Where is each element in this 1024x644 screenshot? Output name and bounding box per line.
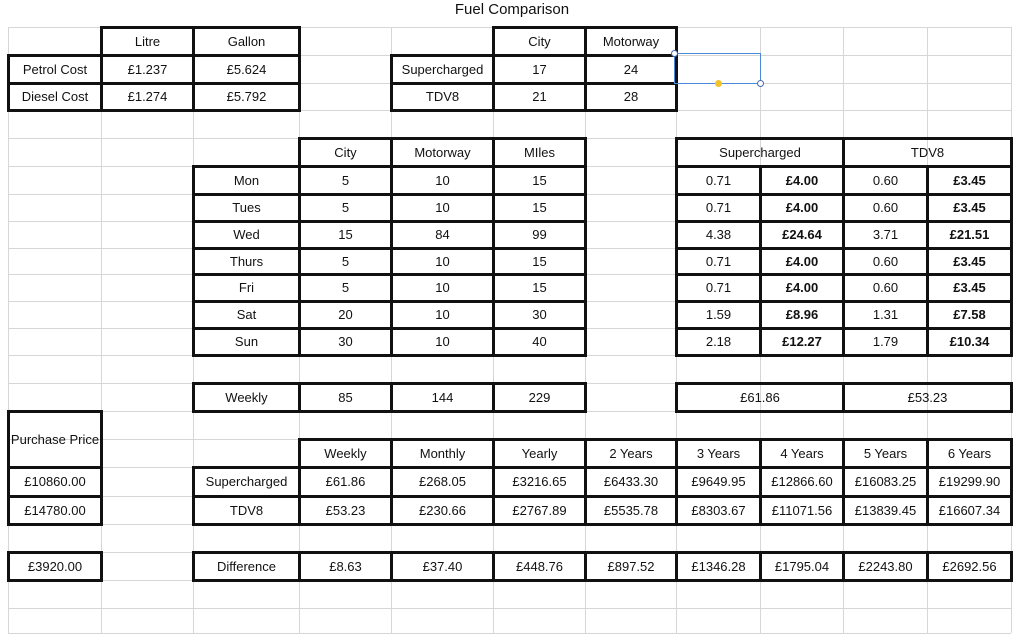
header-period[interactable]: 6 Years xyxy=(926,438,1013,469)
projection-value-cell[interactable]: £2243.80 xyxy=(842,551,929,582)
supercharged-cost-cell[interactable]: £24.64 xyxy=(759,220,845,250)
supercharged-gallons-cell[interactable]: 0.71 xyxy=(675,193,762,223)
total-miles-cell[interactable]: 15 xyxy=(492,193,587,223)
day-label-cell[interactable]: Sun xyxy=(192,327,301,357)
header-litre[interactable]: Litre xyxy=(100,26,195,57)
tdv8-cost-cell[interactable]: £7.58 xyxy=(926,300,1013,330)
motorway-miles-cell[interactable]: 10 xyxy=(390,273,495,303)
total-miles-cell[interactable]: 99 xyxy=(492,220,587,250)
motorway-miles-cell[interactable]: 10 xyxy=(390,193,495,223)
tdv8-gallons-cell[interactable]: 0.60 xyxy=(842,165,929,196)
vehicle-label-cell[interactable]: Supercharged xyxy=(390,54,495,85)
tdv8-cost-cell[interactable]: £3.45 xyxy=(926,193,1013,223)
mpg-city-cell[interactable]: 17 xyxy=(492,54,587,85)
header-period[interactable]: 2 Years xyxy=(584,438,678,469)
purchase-price-header[interactable]: Purchase Price xyxy=(7,410,103,469)
supercharged-gallons-cell[interactable]: 0.71 xyxy=(675,273,762,303)
city-miles-cell[interactable]: 20 xyxy=(298,300,393,330)
city-miles-cell[interactable]: 5 xyxy=(298,247,393,276)
purchase-price-difference[interactable]: £3920.00 xyxy=(7,551,103,582)
header-motorway[interactable]: Motorway xyxy=(390,137,495,168)
day-label-cell[interactable]: Thurs xyxy=(192,247,301,276)
supercharged-cost-cell[interactable]: £4.00 xyxy=(759,165,845,196)
header-miles[interactable]: MIles xyxy=(492,137,587,168)
weekly-miles-cell[interactable]: 229 xyxy=(492,382,587,413)
supercharged-gallons-cell[interactable]: 0.71 xyxy=(675,165,762,196)
projection-value-cell[interactable]: £8303.67 xyxy=(675,495,762,526)
autofill-handle[interactable] xyxy=(715,80,722,87)
tdv8-gallons-cell[interactable]: 0.60 xyxy=(842,273,929,303)
mpg-motorway-cell[interactable]: 28 xyxy=(584,82,678,112)
day-label-cell[interactable]: Fri xyxy=(192,273,301,303)
total-miles-cell[interactable]: 15 xyxy=(492,247,587,276)
projection-label-cell[interactable]: Difference xyxy=(192,551,301,582)
city-miles-cell[interactable]: 5 xyxy=(298,273,393,303)
supercharged-gallons-cell[interactable]: 1.59 xyxy=(675,300,762,330)
grid-line-horizontal xyxy=(8,633,1011,634)
total-miles-cell[interactable]: 30 xyxy=(492,300,587,330)
projection-value-cell[interactable]: £5535.78 xyxy=(584,495,678,526)
selection-handle-bottom-right[interactable] xyxy=(757,80,764,87)
fuel-label-cell[interactable]: Petrol Cost xyxy=(7,54,103,85)
tdv8-gallons-cell[interactable]: 1.31 xyxy=(842,300,929,330)
total-miles-cell[interactable]: 15 xyxy=(492,165,587,196)
supercharged-gallons-cell[interactable]: 2.18 xyxy=(675,327,762,357)
city-miles-cell[interactable]: 5 xyxy=(298,193,393,223)
header-gallon[interactable]: Gallon xyxy=(192,26,301,57)
selection-handle-top-left[interactable] xyxy=(671,50,678,57)
price-per-litre-cell[interactable]: £1.237 xyxy=(100,54,195,85)
weekly-supercharged-cost-cell[interactable]: £61.86 xyxy=(675,382,845,413)
tdv8-cost-cell[interactable]: £21.51 xyxy=(926,220,1013,250)
projection-value-cell[interactable]: £268.05 xyxy=(390,466,495,498)
day-label-cell[interactable]: Wed xyxy=(192,220,301,250)
header-city[interactable]: City xyxy=(298,137,393,168)
mpg-motorway-cell[interactable]: 24 xyxy=(584,54,678,85)
supercharged-cost-cell[interactable]: £4.00 xyxy=(759,247,845,276)
motorway-miles-cell[interactable]: 10 xyxy=(390,300,495,330)
weekly-city-cell[interactable]: 85 xyxy=(298,382,393,413)
header-mpg-city[interactable]: City xyxy=(492,26,587,57)
motorway-miles-cell[interactable]: 10 xyxy=(390,247,495,276)
header-mpg-motorway[interactable]: Motorway xyxy=(584,26,678,57)
supercharged-cost-cell[interactable]: £4.00 xyxy=(759,193,845,223)
supercharged-cost-cell[interactable]: £8.96 xyxy=(759,300,845,330)
supercharged-cost-cell[interactable]: £12.27 xyxy=(759,327,845,357)
city-miles-cell[interactable]: 30 xyxy=(298,327,393,357)
projection-value-cell[interactable]: £448.76 xyxy=(492,551,587,582)
tdv8-gallons-cell[interactable]: 0.60 xyxy=(842,193,929,223)
weekly-motorway-cell[interactable]: 144 xyxy=(390,382,495,413)
projection-value-cell[interactable]: £19299.90 xyxy=(926,466,1013,498)
motorway-miles-cell[interactable]: 84 xyxy=(390,220,495,250)
day-label-cell[interactable]: Sat xyxy=(192,300,301,330)
total-miles-cell[interactable]: 40 xyxy=(492,327,587,357)
header-period[interactable]: Yearly xyxy=(492,438,587,469)
tdv8-gallons-cell[interactable]: 1.79 xyxy=(842,327,929,357)
supercharged-gallons-cell[interactable]: 0.71 xyxy=(675,247,762,276)
header-period[interactable]: 5 Years xyxy=(842,438,929,469)
motorway-miles-cell[interactable]: 10 xyxy=(390,327,495,357)
header-tdv8[interactable]: TDV8 xyxy=(842,137,1013,168)
projection-value-cell[interactable]: £37.40 xyxy=(390,551,495,582)
weekly-tdv8-cost-cell[interactable]: £53.23 xyxy=(842,382,1013,413)
header-period[interactable]: 4 Years xyxy=(759,438,845,469)
mpg-city-cell[interactable]: 21 xyxy=(492,82,587,112)
supercharged-gallons-cell[interactable]: 4.38 xyxy=(675,220,762,250)
tdv8-cost-cell[interactable]: £3.45 xyxy=(926,165,1013,196)
grid-line-horizontal xyxy=(8,608,1011,609)
motorway-miles-cell[interactable]: 10 xyxy=(390,165,495,196)
vehicle-label-cell[interactable]: TDV8 xyxy=(390,82,495,112)
tdv8-cost-cell[interactable]: £3.45 xyxy=(926,273,1013,303)
tdv8-cost-cell[interactable]: £3.45 xyxy=(926,247,1013,276)
projection-value-cell[interactable]: £897.52 xyxy=(584,551,678,582)
tdv8-cost-cell[interactable]: £10.34 xyxy=(926,327,1013,357)
supercharged-cost-cell[interactable]: £4.00 xyxy=(759,273,845,303)
weekly-label-cell[interactable]: Weekly xyxy=(192,382,301,413)
projection-value-cell[interactable]: £1346.28 xyxy=(675,551,762,582)
tdv8-gallons-cell[interactable]: 0.60 xyxy=(842,247,929,276)
header-supercharged[interactable]: Supercharged xyxy=(675,137,845,168)
header-period[interactable]: Weekly xyxy=(298,438,393,469)
fuel-label-cell[interactable]: Diesel Cost xyxy=(7,82,103,112)
city-miles-cell[interactable]: 15 xyxy=(298,220,393,250)
projection-value-cell[interactable]: £11071.56 xyxy=(759,495,845,526)
sheet-title: Fuel Comparison xyxy=(454,1,570,18)
projection-value-cell[interactable]: £13839.45 xyxy=(842,495,929,526)
price-per-gallon-cell[interactable]: £5.792 xyxy=(192,82,301,112)
purchase-price-supercharged[interactable]: £10860.00 xyxy=(7,466,103,498)
projection-value-cell[interactable]: £53.23 xyxy=(298,495,393,526)
grid-line-vertical xyxy=(8,27,9,633)
projection-value-cell[interactable]: £1795.04 xyxy=(759,551,845,582)
price-per-litre-cell[interactable]: £1.274 xyxy=(100,82,195,112)
city-miles-cell[interactable]: 5 xyxy=(298,165,393,196)
purchase-price-tdv8[interactable]: £14780.00 xyxy=(7,495,103,526)
projection-value-cell[interactable]: £2692.56 xyxy=(926,551,1013,582)
total-miles-cell[interactable]: 15 xyxy=(492,273,587,303)
day-label-cell[interactable]: Tues xyxy=(192,193,301,223)
projection-value-cell[interactable]: £2767.89 xyxy=(492,495,587,526)
price-per-gallon-cell[interactable]: £5.624 xyxy=(192,54,301,85)
day-label-cell[interactable]: Mon xyxy=(192,165,301,196)
tdv8-gallons-cell[interactable]: 3.71 xyxy=(842,220,929,250)
projection-value-cell[interactable]: £16607.34 xyxy=(926,495,1013,526)
projection-value-cell[interactable]: £6433.30 xyxy=(584,466,678,498)
header-period[interactable]: Monthly xyxy=(390,438,495,469)
projection-value-cell[interactable]: £9649.95 xyxy=(675,466,762,498)
grid-line-vertical xyxy=(101,27,102,633)
projection-label-cell[interactable]: Supercharged xyxy=(192,466,301,498)
projection-value-cell[interactable]: £3216.65 xyxy=(492,466,587,498)
projection-value-cell[interactable]: £230.66 xyxy=(390,495,495,526)
header-period[interactable]: 3 Years xyxy=(675,438,762,469)
projection-value-cell[interactable]: £61.86 xyxy=(298,466,393,498)
projection-value-cell[interactable]: £12866.60 xyxy=(759,466,845,498)
projection-value-cell[interactable]: £16083.25 xyxy=(842,466,929,498)
projection-label-cell[interactable]: TDV8 xyxy=(192,495,301,526)
projection-value-cell[interactable]: £8.63 xyxy=(298,551,393,582)
